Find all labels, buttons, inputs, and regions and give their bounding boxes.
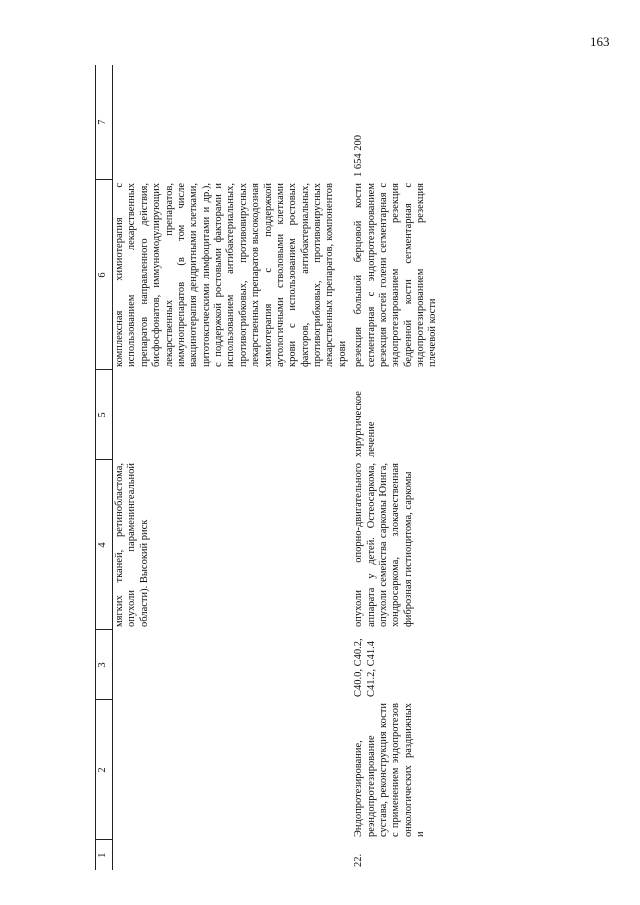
icd-codes: C40.0, C40.2, C41.2, C41.4 [353,638,377,697]
col-header-6: 6 [96,180,113,370]
patient-model: мягких тканей, ретинобластома, опухоли параменингеальной области). Высокий риск [114,463,150,627]
treatment-method: резекция большой берцовой кости сегментарная с эндопротезированием резекция костей голени сегментарная с эндопротезированием резекция бедренной кости сегментарная с эндопротезированием резекция плечевой кости [353,183,439,367]
procedure-name [113,700,352,840]
treatment-method: комплексная химиотерапия с использованием лекарственных препаратов направленного действия, бисфосфонатов, иммуномодулирующих лекарственных препаратов, иммунопрепаратов (в том числе вакцинотерапия дендритными клетками, цитотоксическими лимфоцитами и др.), с поддержкой ростовыми факторами и использованием антибактериальных, противогрибковых, противовирусных лекарственных препаратов высокодозная химиотерапия с поддержкой аутологичными стволовыми клетками крови с использованием ростовых факторов, антибактериальных, противогрибковых, противовирусных лекарственных препаратов, компонентов крови [114,183,348,367]
table-row [113,65,352,870]
header-row [96,65,113,870]
col-header-5: 5 [96,370,113,460]
treatment-type: хирургическое лечение [353,391,377,457]
table-row [351,65,442,870]
icd-codes [113,630,352,700]
patient-model: опухоли опорно-двигательного аппарата у детей. Остеосаркома, опухоли семейства саркомы Юинга, хондросаркома, злокачественная фиброзная гистиоцитома, саркомы [353,463,414,627]
rotated-table-frame [95,65,630,870]
col-header-2: 2 [96,700,113,840]
page-number: 163 [590,34,610,49]
cost [113,65,352,180]
col-header-7: 7 [96,65,113,180]
row-number [113,840,352,870]
cost: 1 654 200 [353,135,365,177]
col-header-3: 3 [96,630,113,700]
col-header-1: 1 [96,840,113,870]
procedure-name: Эндопротезирование, реэндопротезирование сустава, реконструкция кости с применением эндопротезов онкологических раздвижных и [353,703,426,837]
treatment-type [113,370,352,460]
col-header-4: 4 [96,460,113,630]
row-number: 22. [353,853,365,867]
medical-care-table [95,65,442,870]
